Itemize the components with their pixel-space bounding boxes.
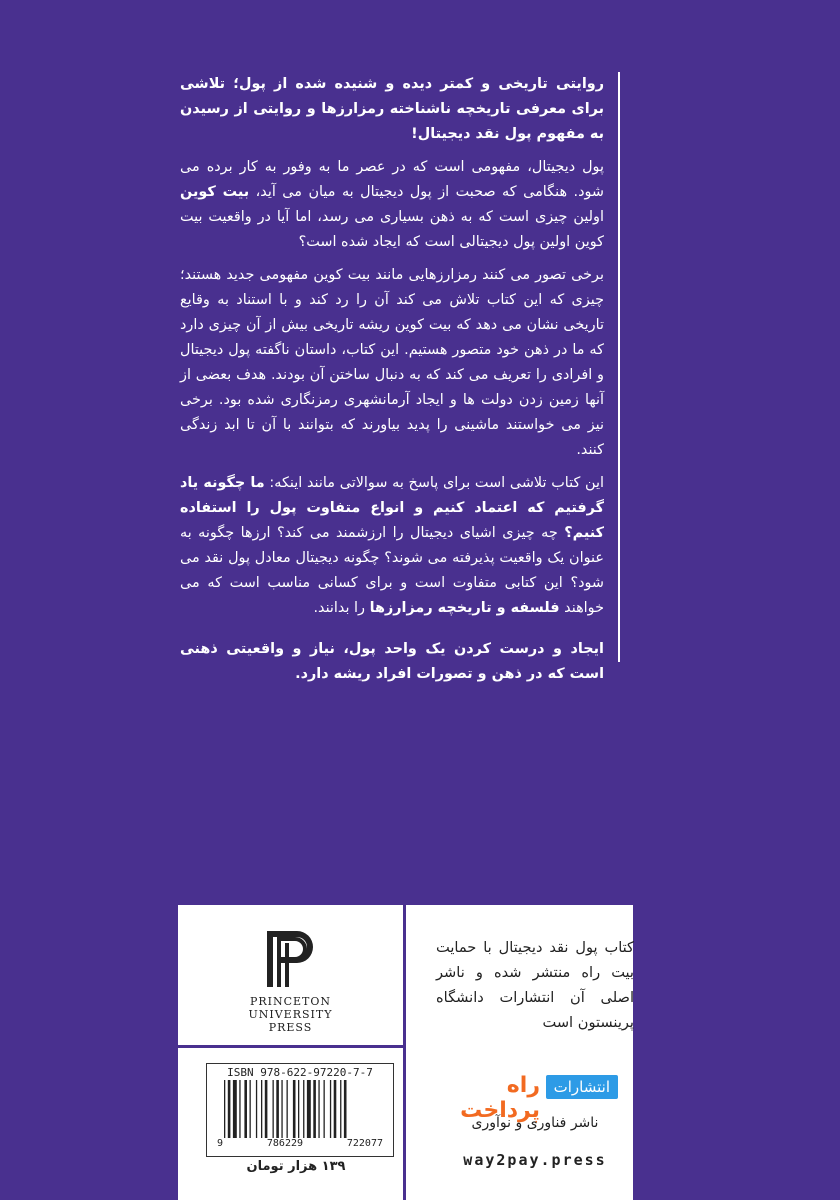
princeton-line-3: PRESS xyxy=(268,1021,313,1034)
intro-bold: روایتی تاریخی و کمتر دیده و شنیده شده از پول؛ تلاشی برای معرفی تاریخچه ناشناخته رمزارزها و روایتی از رسیدن به مفهوم پول نقد دیجیتال! xyxy=(180,76,604,142)
barcode-bar xyxy=(340,1080,341,1138)
barcode-bar xyxy=(244,1080,247,1138)
barcode-digits xyxy=(207,1138,393,1149)
princeton-p-icon xyxy=(261,929,321,989)
barcode-bar xyxy=(303,1080,304,1138)
barcode-bar xyxy=(250,1080,251,1138)
barcode-icon xyxy=(220,1080,380,1138)
p1-bold: بیت کوین xyxy=(180,184,250,200)
barcode-bar xyxy=(344,1080,347,1138)
barcode-bar xyxy=(256,1080,257,1138)
barcode-bar xyxy=(233,1080,237,1138)
barcode-bar xyxy=(228,1080,231,1138)
paragraph-3 xyxy=(180,471,604,621)
price-label: ۱۳۹ هزار تومان xyxy=(246,1159,346,1174)
princeton-wordmark xyxy=(178,995,403,1034)
barcode-bar xyxy=(265,1080,268,1138)
barcode-bar xyxy=(224,1080,225,1138)
barcode-bar xyxy=(239,1080,240,1138)
princeton-line-2: UNIVERSITY xyxy=(248,1008,333,1021)
barcode-bar xyxy=(298,1080,299,1138)
barcode-digit-left: 786229 xyxy=(266,1138,304,1149)
panel-divider-horizontal xyxy=(178,1045,403,1048)
rahpardakht-badge: انتشارات xyxy=(546,1075,618,1099)
p3-bold-b: فلسفه و تاریخچه رمزارزها xyxy=(369,600,560,616)
rahpardakht-tagline: ناشر فناوری و نوآوری xyxy=(471,1115,599,1131)
barcode-bar xyxy=(318,1080,319,1138)
barcode-digit-lead: 9 xyxy=(217,1138,224,1149)
barcode-bar xyxy=(273,1080,274,1138)
paragraph-1 xyxy=(180,155,604,255)
p1-text-a: پول دیجیتال، مفهومی است که در عصر ما به وفور به کار برده می شود. هنگامی که صحبت از پول دیجیتال به میان می آید، xyxy=(180,159,604,200)
paragraph-2 xyxy=(180,263,604,463)
p2-text: برخی تصور می کنند رمزارزهایی مانند بیت کوین مفهومی جدید هستند؛ چیزی که این کتاب تلاش می کند آن را رد کند و با استناد به وقایع تاریخی نشان می دهد که بیت کوین ریشه تاریخی بیش از آن چیزی دارد که ما در ذهن خود متصور هستیم. این کتاب، داستان ناگفته پول دیجیتال و افرادی را تعریف می کند که به دنبال ساختن آن بودند. هدف بعضی از آنها زمین زدن دولت ها و ایجاد آرمانشهری رمزنگاری شده بود. برخی نیز می خواستند ماشینی را پدید بیاورند که بتوانند با آن تا ابد زندگی کنند. xyxy=(180,267,604,458)
back-cover-text xyxy=(180,72,620,695)
rahpardakht-url: way2pay.press xyxy=(463,1151,607,1169)
barcode-bar xyxy=(293,1080,296,1138)
publisher-note: کتاب پول نقد دیجیتال با حمایت بیت راه منتشر شده و ناشر اصلی آن انتشارات دانشگاه پرینستون است xyxy=(436,939,634,1031)
barcode-bar xyxy=(334,1080,337,1138)
isbn-text: ISBN 978-622-97220-7-7 xyxy=(227,1066,373,1079)
barcode-bar xyxy=(324,1080,325,1138)
barcode-bar xyxy=(307,1080,311,1138)
barcode-bar xyxy=(287,1080,288,1138)
barcode-bar xyxy=(281,1080,282,1138)
p3-text-c: را بدانند. xyxy=(313,600,366,616)
barcode-digit-right: 722077 xyxy=(346,1138,383,1149)
closing-bold: ایجاد و درست کردن یک واحد پول، نیاز و واقعیتی ذهنی است که در ذهن و تصورات افراد ریشه دارد. xyxy=(180,641,604,682)
barcode-bar xyxy=(313,1080,316,1138)
bottom-info-panel xyxy=(178,905,633,1200)
barcode-bar xyxy=(276,1080,279,1138)
p3-text-b: چه چیزی اشیای دیجیتال را ارزشمند می کند؟ ارزها چگونه به عنوان یک واقعیت پذیرفته می شوند؟ چگونه دیجیتال معادل پول نقد می شود؟ این کتابی متفاوت است و برای کسانی مناسب است که می خواهند xyxy=(180,525,604,616)
barcode-bar xyxy=(330,1080,331,1138)
princeton-logo xyxy=(178,929,403,1039)
panel-divider-vertical xyxy=(403,905,406,1200)
barcode-bar xyxy=(261,1080,262,1138)
p3-bold-a: ما چگونه یاد گرفتیم که اعتماد کنیم و انواع متفاوت پول را استفاده کنیم؟ xyxy=(180,475,604,541)
barcode-box xyxy=(206,1063,394,1157)
intro-paragraph xyxy=(180,72,604,147)
p1-text-b: اولین چیزی است که به ذهن بسیاری می رسد، اما آیا در واقعیت بیت کوین اولین پول دیجیتالی است که ایجاد شده است؟ xyxy=(180,209,604,250)
princeton-line-1: PRINCETON xyxy=(249,995,332,1008)
rahpardakht-name: راه پرداخت xyxy=(460,1073,540,1123)
closing-paragraph xyxy=(180,637,604,687)
p3-text-a: این کتاب تلاشی است برای پاسخ به سوالاتی مانند اینکه: xyxy=(269,475,604,491)
